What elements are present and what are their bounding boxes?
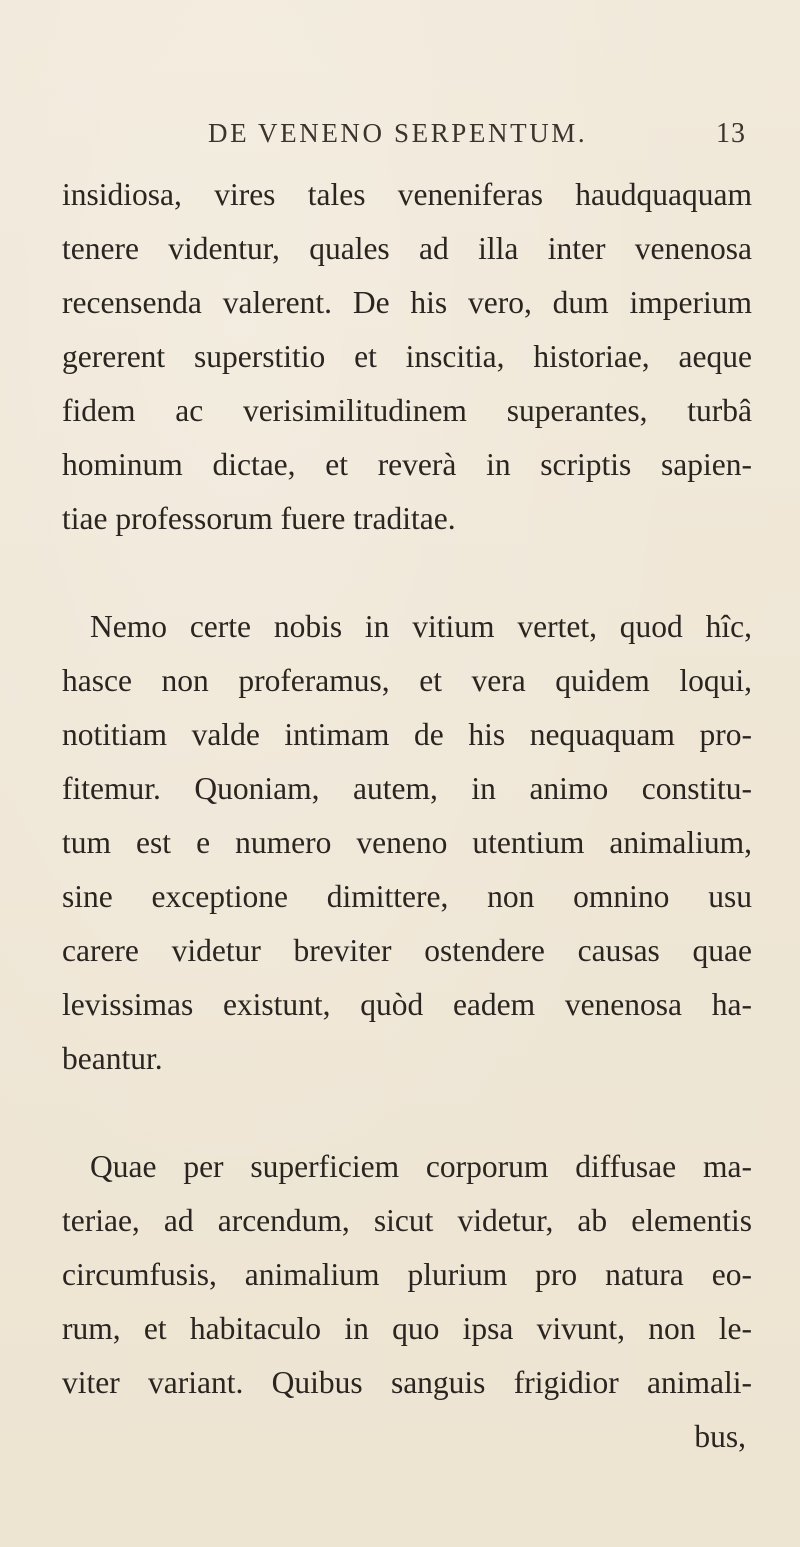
text-line: circumfusis, animalium plurium pro natura eo- (62, 1257, 752, 1292)
text-line: insidiosa, vires tales veneniferas haudquaquam (62, 177, 752, 212)
text-line: hasce non proferamus, et vera quidem loqui, (62, 663, 752, 698)
paragraph-first-line: Quae per superficiem corporum diffusae ma- (90, 1149, 752, 1184)
text-line: notitiam valde intimam de his nequaquam pro- (62, 717, 752, 752)
text-line: levissimas existunt, quòd eadem venenosa ha- (62, 987, 752, 1022)
text-line: tenere videntur, quales ad illa inter venenosa (62, 231, 752, 266)
text-line: fidem ac verisimilitudinem superantes, turbâ (62, 393, 752, 428)
text-line: teriae, ad arcendum, sicut videtur, ab elementis (62, 1203, 752, 1238)
page-number: 13 (716, 118, 746, 149)
text-line: tiae professorum fuere traditae. (62, 501, 456, 536)
text-line: recensenda valerent. De his vero, dum imperium (62, 285, 752, 320)
text-line: sine exceptione dimittere, non omnino usu (62, 879, 752, 914)
catchword: bus, (694, 1419, 746, 1454)
text-line: hominum dictae, et reverà in scriptis sapien- (62, 447, 752, 482)
text-line: carere videtur breviter ostendere causas quae (62, 933, 752, 968)
text-line: viter variant. Quibus sanguis frigidior animali- (62, 1365, 752, 1400)
page-header (0, 118, 800, 158)
text-line: beantur. (62, 1041, 163, 1076)
text-line: tum est e numero veneno utentium animalium, (62, 825, 752, 860)
running-head: DE VENENO SERPENTUM. (208, 118, 588, 148)
text-line: gererent superstitio et inscitia, historiae, aeque (62, 339, 752, 374)
text-line: rum, et habitaculo in quo ipsa vivunt, non le- (62, 1311, 752, 1346)
body-text (62, 168, 752, 1464)
text-line: fitemur. Quoniam, autem, in animo constitu- (62, 771, 752, 806)
paragraph-first-line: Nemo certe nobis in vitium vertet, quod hîc, (90, 609, 752, 644)
